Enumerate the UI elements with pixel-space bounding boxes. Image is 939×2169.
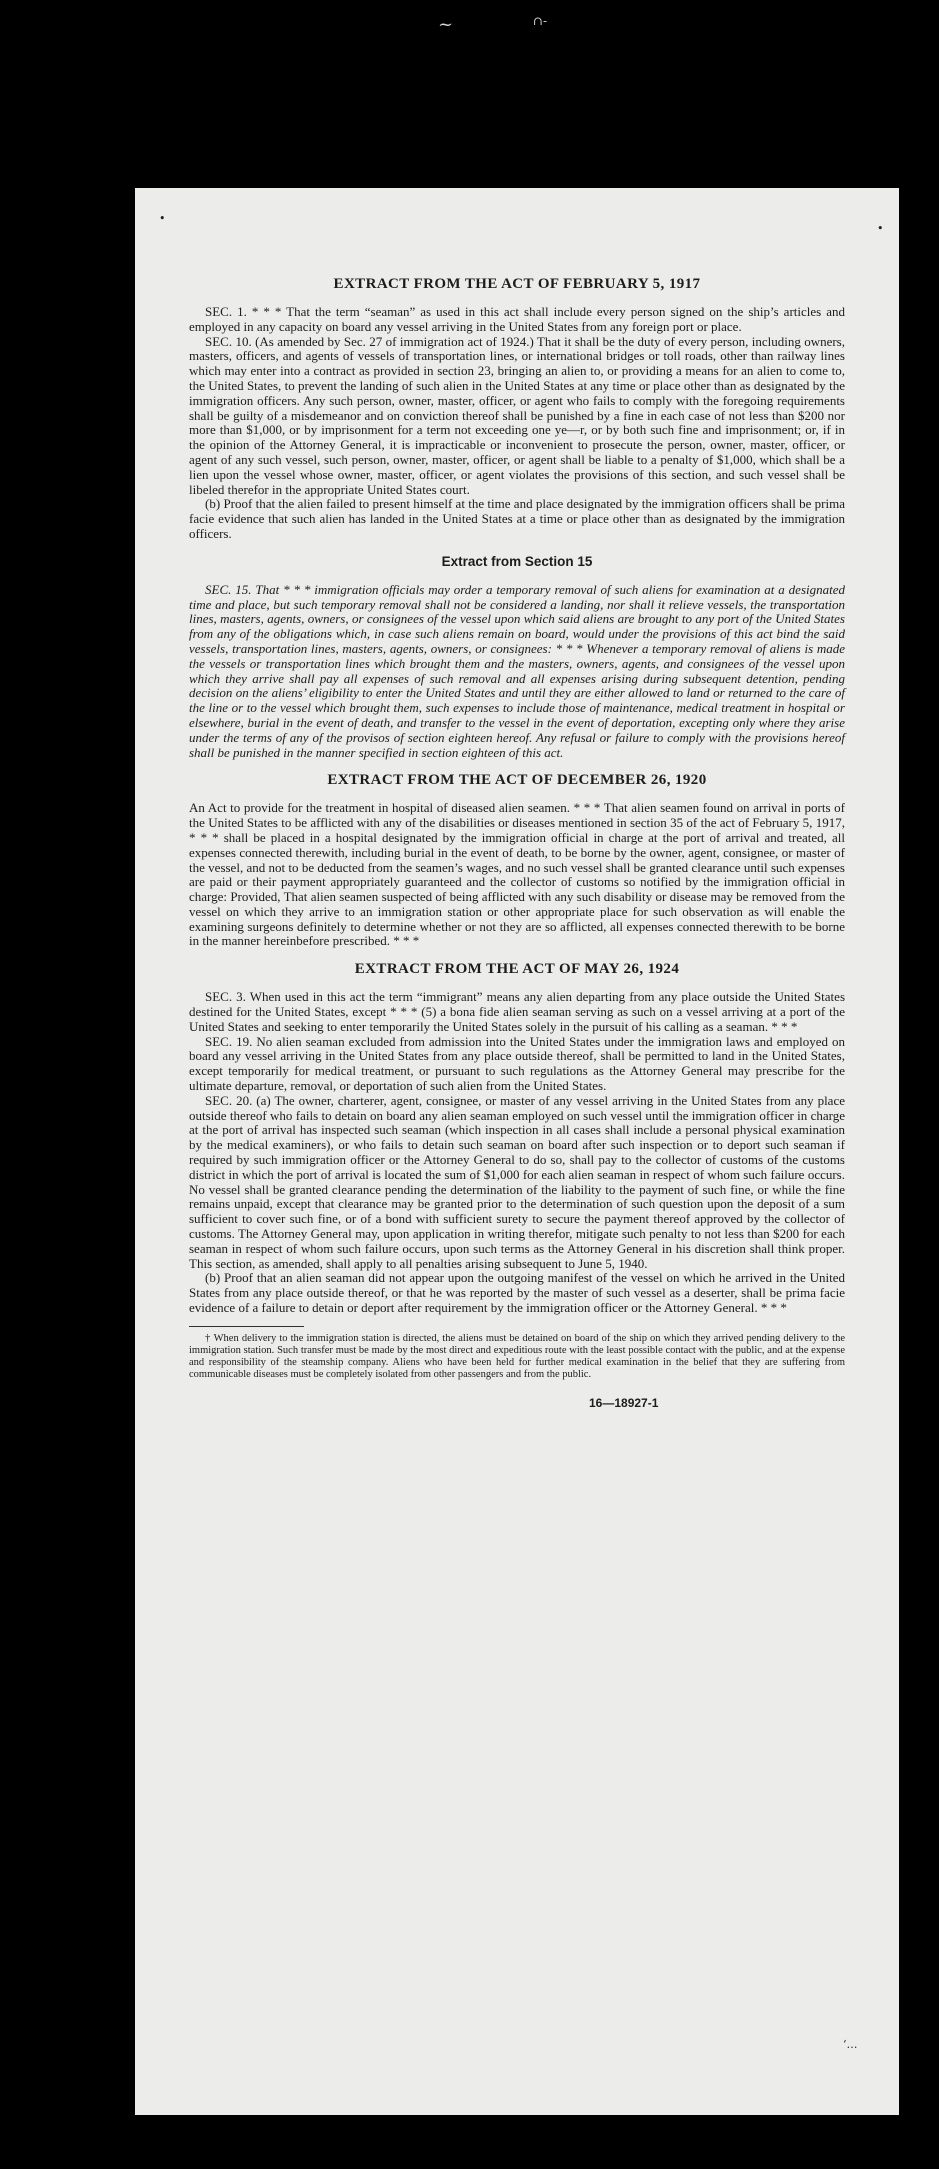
footnote: † When delivery to the immigration station is directed, the aliens must be detained on board of the ship on which they arrived pending delivery to the immigration station. Such transfer must be made by the most direct and expeditious route with the least possible contact with the public, and at the expense and responsibility of the steamship company. Aliens who have been held for further medical examination in the belief that they are suffering from communicable diseases must be completely isolated from other passengers and from the public.: [189, 1332, 845, 1381]
paragraph: An Act to provide for the treatment in hospital of diseased alien seamen. * * * That alien seamen found on arrival in ports of the United States to be afflicted with any of the disabilities or diseases mentioned in section 35 of the act of February 5, 1917, * * * shall be placed in a hospital designated by the immigration official in charge at the port of arrival and treated, all expenses connected therewith, including burial in the event of death, to be borne by the owner, agent, consignee, or master of the vessel, and not to be deducted from the seamen’s wages, and no such vessel shall be granted clearance until such expenses are paid or their payment appropriately guaranteed and the collector of customs so notified by the immigration official in charge: Provided, That alien seamen suspected of being afflicted with any such disability or disease may be removed from the vessel on which they arrive to an immigration station or other appropriate place for such observation as will enable the examining surgeons definitely to determine whether or not they are so afflicted, all expenses connected therewith to be borne in the manner hereinbefore prescribed. * * *: [189, 800, 845, 949]
paragraph: SEC. 15. That * * * immigration officials may order a temporary removal of such aliens for examination at a designated time and place, but such temporary removal shall not be considered a landing, nor shall it relieve vessels, the transportation lines, masters, agents, owners, or consignees of the vessel upon which said aliens are brought to any port of the United States from any of the obligations which, in case such aliens remain on board, would under the provisions of this act bind the said vessels, transportation lines, masters, agents, owners, or consignees: * * * Whenever a temporary removal of aliens is made the vessels or transportation lines which brought them and the masters, owners, agents, and consignees of the vessel upon which they arrive shall pay all expenses of such removal and all expenses arising during subsequent detention, pending decision on the aliens’ eligibility to enter the United States and until they are either allowed to land or returned to the care of the line or to the vessel which brought them, such expenses to include those of maintenance, medical treatment in hospital or elsewhere, burial in the event of death, and transfer to the vessel in the event of deportation, excepting only where they arise under the terms of any of the provisos of section eighteen hereof. Any refusal or failure to comply with the provisions hereof shall be punished in the manner specified in section eighteen of this act.: [189, 581, 845, 760]
paragraph: (b) Proof that the alien failed to present himself at the time and place designated by the immigration officers shall be prima facie evidence that such alien has landed in the United States at a time or place other than as designated by the immigration officers.: [189, 496, 845, 541]
footnote-divider: [189, 1326, 304, 1327]
paragraph: (b) Proof that an alien seaman did not appear upon the outgoing manifest of the vessel on which he arrived in the United States from any place outside thereof, or that he was reported by the master of such vessel as a deserter, shall be prima facie evidence of a failure to detain or deport after requirement by the immigration officer or the Attorney General. * * *: [189, 1270, 845, 1316]
section-heading-act-1920: EXTRACT FROM THE ACT OF DECEMBER 26, 1920: [327, 772, 707, 789]
section-heading-act-1917: EXTRACT FROM THE ACT OF FEBRUARY 5, 1917: [333, 276, 701, 292]
paragraph: SEC. 3. When used in this act the term “immigrant” means any alien departing from any place outside the United States destined for the United States, except * * * (5) a bona fide alien seaman serving as such on a vessel arriving at a port of the United States and seeking to enter temporarily the United States solely in the pursuit of his calling as a seaman. * * *: [189, 989, 845, 1034]
form-code: 16—18927-1: [589, 1395, 659, 1410]
paragraph: SEC. 20. (a) The owner, charterer, agent, consignee, or master of any vessel arriving in the United States from any place outside thereof who fails to detain on board any alien seaman employed on such vessel until the immigration officer in charge at the port of arrival has inspected such seaman (which inspection in all cases shall include a personal physical examination by the medical examiners), or who fails to detain such seaman on board after such inspection or to deport such seaman if required by such immigration officer or the Attorney General to do so, shall pay to the collector of customs of the customs district in which the port of arrival is located the sum of $1,000 for each alien seaman in respect of whom such failure occurs. No vessel shall be granted clearance pending the determination of the liability to the payment of such fine, or while the fine remains unpaid, except that clearance may be granted prior to the determination of such question upon the deposit of a sum sufficient to cover such fine, or of a bond with sufficient surety to secure the payment thereof approved by the collector of customs. The Attorney General may, upon application in writing therefor, mitigate such penalty to not less than $200 for each seaman in respect of whom such failure occurs, upon such terms as the Attorney General in his discretion shall think proper. This section, as amended, shall apply to all penalties arising subsequent to June 5, 1940.: [189, 1092, 845, 1271]
section-heading-section-15: Extract from Section 15: [441, 553, 593, 569]
page-mark: •: [877, 222, 884, 235]
paragraph: SEC. 10. (As amended by Sec. 27 of immigration act of 1924.) That it shall be the duty of every person, including owners, masters, officers, and agents of vessels of transportation lines, or international bridges or toll roads, other than railway lines which may enter into a contract as provided in section 23, bringing an alien to, or providing a means for an alien to come to, the United States, to prevent the landing of such alien in the United States at any time or place other than as designated by the immigration officers. Any such person, owner, master, officer, or agent who fails to comply with the foregoing requirements shall be guilty of a misdemeanor and on conviction thereof shall be punished by a fine in each case of not less than $200 nor more than $1,000, or by imprisonment for a term not exceeding one ye—r, or by both such fine and imprisonment; or, if in the opinion of the Attorney General, it is impracticable or inconvenient to prosecute the person, owner, master, officer, or agent of any such vessel, such person, owner, master, officer, or agent shall be liable to a penalty of $1,000, which shall be a lien upon the vessel whose owner, master, officer, or agent violates the provisions of this section, and such vessel shall be libeled therefor in the appropriate United States court.: [189, 333, 845, 497]
paragraph: SEC. 19. No alien seaman excluded from admission into the United States under the immigration laws and employed on board any vessel arriving in the United States from any place outside thereof, shall be permitted to land in the United States, except temporarily for medical treatment, or pursuant to such regulations as the Attorney General may prescribe for the ultimate departure, removal, or deportation of such alien from the United States.: [189, 1033, 845, 1094]
scan-mark: ~: [438, 14, 454, 35]
section-heading-act-1924: EXTRACT FROM THE ACT OF MAY 26, 1924: [354, 961, 680, 978]
page-mark: •: [159, 212, 166, 225]
paragraph: SEC. 1. * * * That the term “seaman” as used in this act shall include every person signed on the ship’s articles and employed in any capacity on board any vessel arriving in the United States from any foreign port or place.: [189, 304, 845, 334]
page-mark: ‘…: [843, 2038, 858, 2051]
scan-mark: ∩-: [533, 14, 548, 28]
document-page: [135, 188, 899, 2115]
